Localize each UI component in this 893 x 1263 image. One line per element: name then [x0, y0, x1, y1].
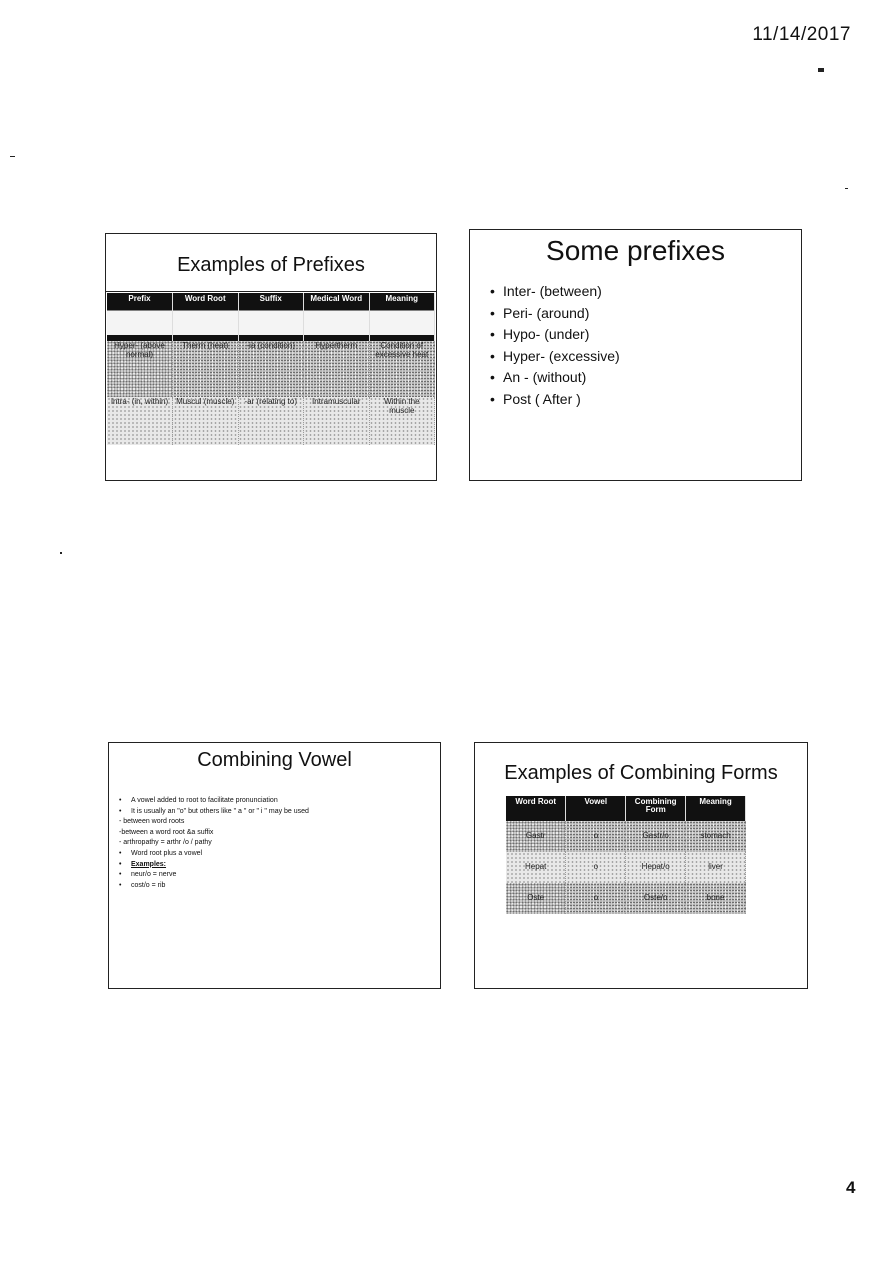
- scan-speck: [10, 156, 15, 157]
- list-item: • Peri- (around): [503, 303, 801, 325]
- column-header: Suffix: [238, 293, 304, 341]
- list-item: -between a word root &a suffix: [119, 828, 214, 836]
- column-header: Vowel: [566, 796, 626, 821]
- slide-title: Combining Vowel: [197, 749, 352, 771]
- table-cell: Oste: [506, 883, 566, 914]
- list-item: • Word root plus a vowel: [119, 849, 440, 860]
- scan-speck: [60, 552, 62, 554]
- scan-speck: [818, 68, 824, 72]
- prefix-table: [107, 293, 435, 445]
- list-item: • Inter- (between): [503, 281, 801, 303]
- table-cell: Intramuscular: [304, 397, 370, 445]
- column-header: Prefix: [107, 293, 173, 341]
- table-header-row: [107, 293, 435, 341]
- table-cell: Therm (heat): [173, 341, 239, 397]
- table-row: [506, 883, 746, 914]
- slide-title: Examples of Prefixes: [106, 234, 436, 292]
- slide-title: Some prefixes: [546, 235, 725, 266]
- column-header: Word Root: [173, 293, 239, 341]
- prefix-list: [470, 281, 801, 410]
- page-number: 4: [846, 1178, 856, 1197]
- page-date: 11/14/2017: [752, 24, 851, 45]
- list-item: - between word roots: [119, 818, 185, 826]
- slide-combining-vowel: [108, 742, 441, 989]
- list-item: - arthropathy = arthr /o / pathy: [119, 839, 212, 847]
- table-row: [107, 341, 435, 397]
- table-cell: Hypertherm: [304, 341, 370, 397]
- table-cell: Hepat: [506, 852, 566, 883]
- table-row: [506, 852, 746, 883]
- table-cell: o: [566, 821, 626, 852]
- column-header: Combining Form: [626, 796, 686, 821]
- scan-speck: [845, 188, 848, 189]
- table-cell: Oste/o: [626, 883, 686, 914]
- table-cell: Intra- (in, within): [107, 397, 173, 445]
- combining-forms-table: [506, 796, 746, 914]
- table-cell: stomach: [686, 821, 746, 852]
- list-item: • neur/o = nerve: [119, 870, 440, 881]
- table-row: [107, 397, 435, 445]
- list-item: • An - (without): [503, 367, 801, 389]
- table-cell: Within the muscle: [369, 397, 435, 445]
- table-header-row: [506, 796, 746, 821]
- list-item: • Hypo- (under): [503, 324, 801, 346]
- list-item: • It is usually an "o" but others like " a " or " i " may be used: [119, 807, 440, 818]
- table-cell: liver: [686, 852, 746, 883]
- table-cell: o: [566, 852, 626, 883]
- table-cell: Muscul (muscle): [173, 397, 239, 445]
- list-item: • Post ( After ): [503, 389, 801, 411]
- list-item: • A vowel added to root to facilitate pronunciation: [119, 796, 440, 807]
- table-cell: bone: [686, 883, 746, 914]
- table-cell: -ia (condition): [238, 341, 304, 397]
- column-header: Word Root: [506, 796, 566, 821]
- column-header: Medical Word: [304, 293, 370, 341]
- slide-examples-of-combining-forms: [474, 742, 808, 989]
- list-item: • Hyper- (excessive): [503, 346, 801, 368]
- table-cell: o: [566, 883, 626, 914]
- list-item: • cost/o = rib: [119, 881, 440, 892]
- slide-some-prefixes: [469, 229, 802, 481]
- slide-examples-of-prefixes: [105, 233, 437, 481]
- table-cell: Gastr: [506, 821, 566, 852]
- table-cell: Hepat/o: [626, 852, 686, 883]
- column-header: Meaning: [686, 796, 746, 821]
- table-cell: Hyper- (above normal): [107, 341, 173, 397]
- table-cell: Gastr/o: [626, 821, 686, 852]
- column-header: Meaning: [369, 293, 435, 341]
- table-cell: -ar (relating to): [238, 397, 304, 445]
- table-cell: Condition of excessive heat: [369, 341, 435, 397]
- list-item: • Examples:: [119, 860, 440, 871]
- table-row: [506, 821, 746, 852]
- slide-title: Examples of Combining Forms: [504, 762, 778, 784]
- combining-vowel-list: [109, 796, 440, 891]
